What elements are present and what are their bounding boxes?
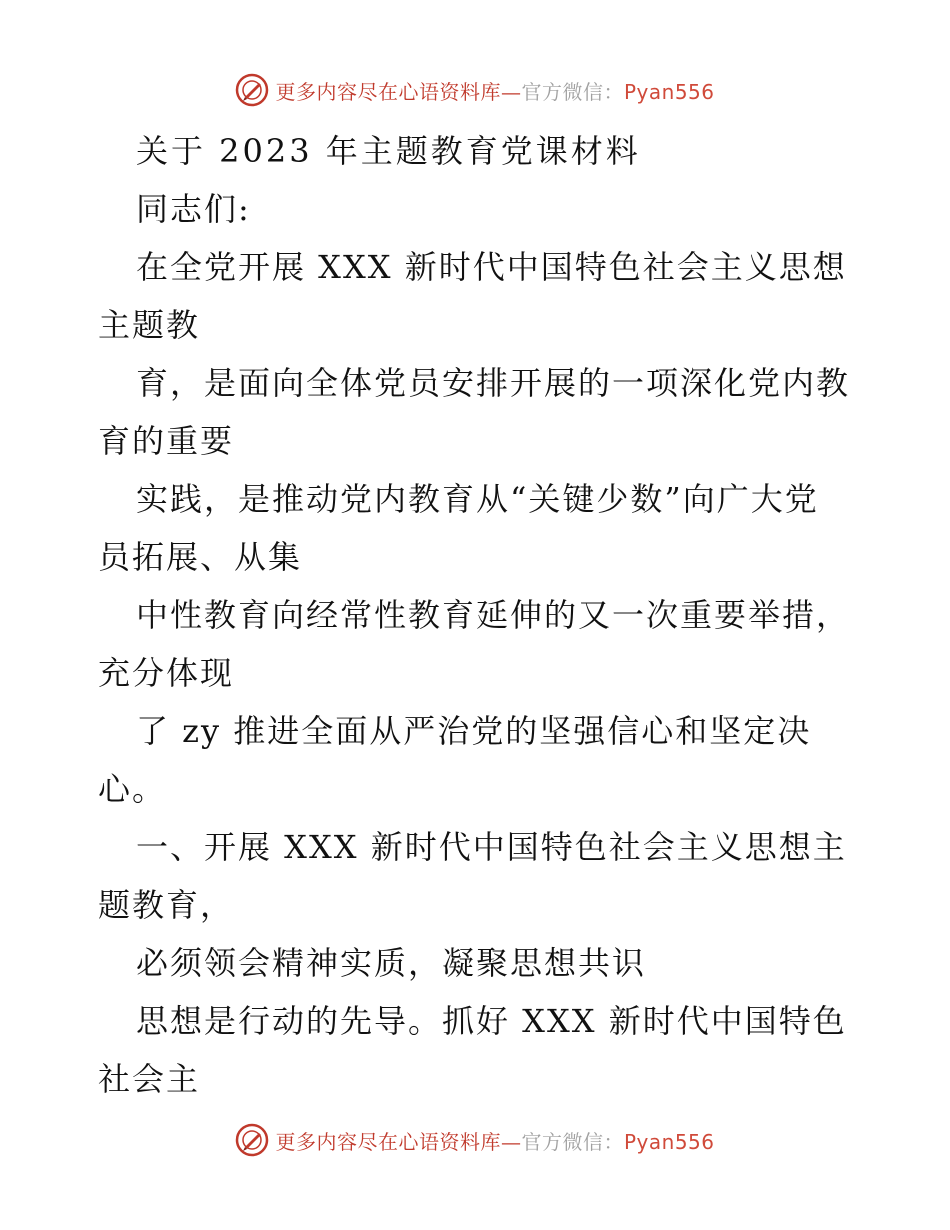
document-line: 了 zy 推进全面从严治党的坚强信心和坚定决 [136, 712, 812, 750]
document-line: 在全党开展 XXX 新时代中国特色社会主义思想 [136, 248, 847, 286]
document-line: 主题教 [98, 306, 201, 344]
document-line: 中性教育向经常性教育延伸的又一次重要举措， [136, 596, 851, 634]
footer-watermark [0, 1120, 950, 1160]
document-line: 一、开展 XXX 新时代中国特色社会主义思想主 [136, 828, 847, 866]
watermark-promo: 更多内容尽在心语资料库 [275, 1129, 501, 1154]
pen-logo-icon [235, 1123, 269, 1157]
document-line: 必须领会精神实质，凝聚思想共识 [136, 944, 647, 982]
document-line: 育的重要 [98, 422, 235, 460]
document-line: 充分体现 [98, 654, 235, 692]
document-body [98, 122, 858, 1108]
watermark-text [275, 76, 714, 105]
pen-logo-icon [235, 73, 269, 107]
document-line: 员拓展、从集 [98, 538, 303, 576]
watermark-promo: 更多内容尽在心语资料库 [275, 79, 501, 104]
watermark-wechat-id: Pyan556 [623, 79, 715, 104]
document-line: 心。 [98, 770, 167, 808]
document-line: 思想是行动的先导。抓好 XXX 新时代中国特色 [136, 1002, 847, 1040]
document-line: 育，是面向全体党员安排开展的一项深化党内教 [136, 364, 851, 402]
document-title: 关于 2023 年主题教育党课材料 [136, 132, 641, 170]
header-watermark [0, 70, 950, 110]
watermark-text [275, 1126, 714, 1155]
watermark-wechat-id: Pyan556 [623, 1129, 715, 1154]
document-line: 社会主 [98, 1060, 201, 1098]
watermark-label: 官方微信： [521, 79, 624, 104]
watermark-label: 官方微信： [521, 1129, 624, 1154]
document-line: 实践，是推动党内教育从“关键少数”向广大党 [136, 480, 819, 518]
document-line: 同志们: [136, 190, 251, 228]
watermark-separator: — [500, 79, 522, 104]
document-line: 题教育， [98, 886, 235, 924]
watermark-separator: — [500, 1129, 522, 1154]
